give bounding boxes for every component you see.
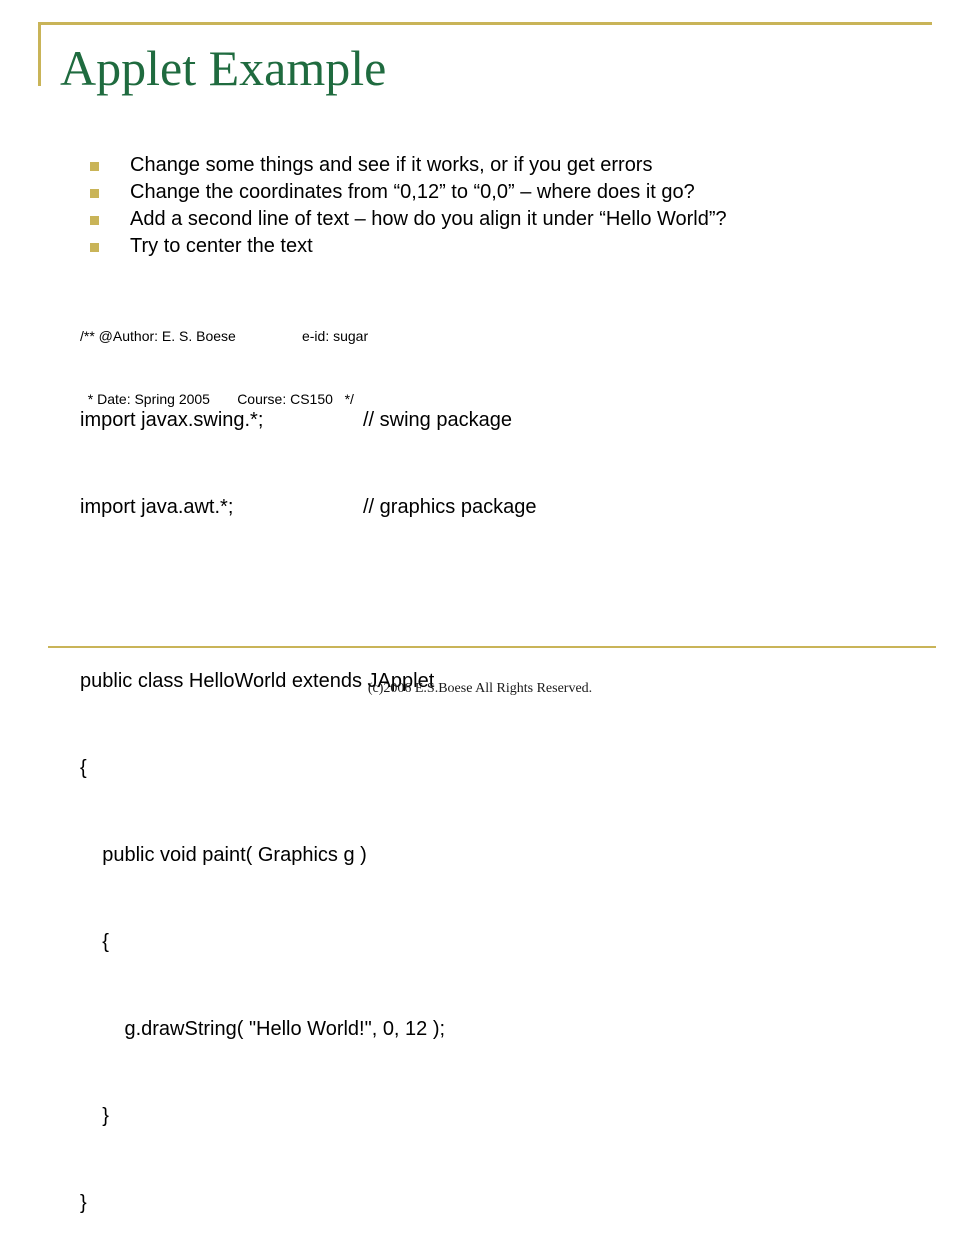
code-block — [80, 348, 536, 1247]
bullet-item — [90, 206, 727, 233]
frame-top-line — [38, 22, 932, 25]
code-line: public void paint( Graphics g ) — [80, 844, 367, 866]
code-blank-line — [80, 580, 536, 609]
bullet-item — [90, 152, 727, 179]
bullet-list — [90, 152, 727, 260]
bullet-item — [90, 179, 727, 206]
bullet-text: Change the coordinates from “0,12” to “0,0” – where does it go? — [130, 181, 695, 203]
code-line — [80, 406, 536, 435]
square-bullet-icon — [90, 243, 99, 252]
bullet-text: Add a second line of text – how do you align it under “Hello World”? — [130, 208, 727, 230]
code-line: public class HelloWorld extends JApplet — [80, 670, 435, 692]
bullet-text: Change some things and see if it works, or if you get errors — [130, 154, 653, 176]
bullet-item — [90, 233, 727, 260]
square-bullet-icon — [90, 162, 99, 171]
code-line: { — [80, 931, 109, 953]
slide-title: Applet Example — [60, 40, 387, 96]
frame-left-line — [38, 22, 41, 86]
square-bullet-icon — [90, 216, 99, 225]
code-statement: import javax.swing.*; — [80, 409, 264, 431]
code-line: } — [80, 1192, 87, 1214]
square-bullet-icon — [90, 189, 99, 198]
bullet-text: Try to center the text — [130, 235, 313, 257]
code-line — [80, 493, 536, 522]
code-comment: // swing package — [363, 409, 512, 431]
code-comment: // graphics package — [363, 496, 537, 518]
copyright-footer: (c)2006 E.S.Boese All Rights Reserved. — [367, 681, 593, 696]
code-line: { — [80, 757, 87, 779]
comment-line: * Date: Spring 2005 Course: CS150 */ — [80, 391, 354, 407]
comment-line: /** @Author: E. S. Boese e-id: sugar — [80, 328, 369, 344]
code-statement: import java.awt.*; — [80, 496, 234, 518]
code-line: g.drawString( "Hello World!", 0, 12 ); — [80, 1018, 446, 1040]
footer-divider — [48, 646, 936, 648]
code-line: } — [80, 1105, 109, 1127]
